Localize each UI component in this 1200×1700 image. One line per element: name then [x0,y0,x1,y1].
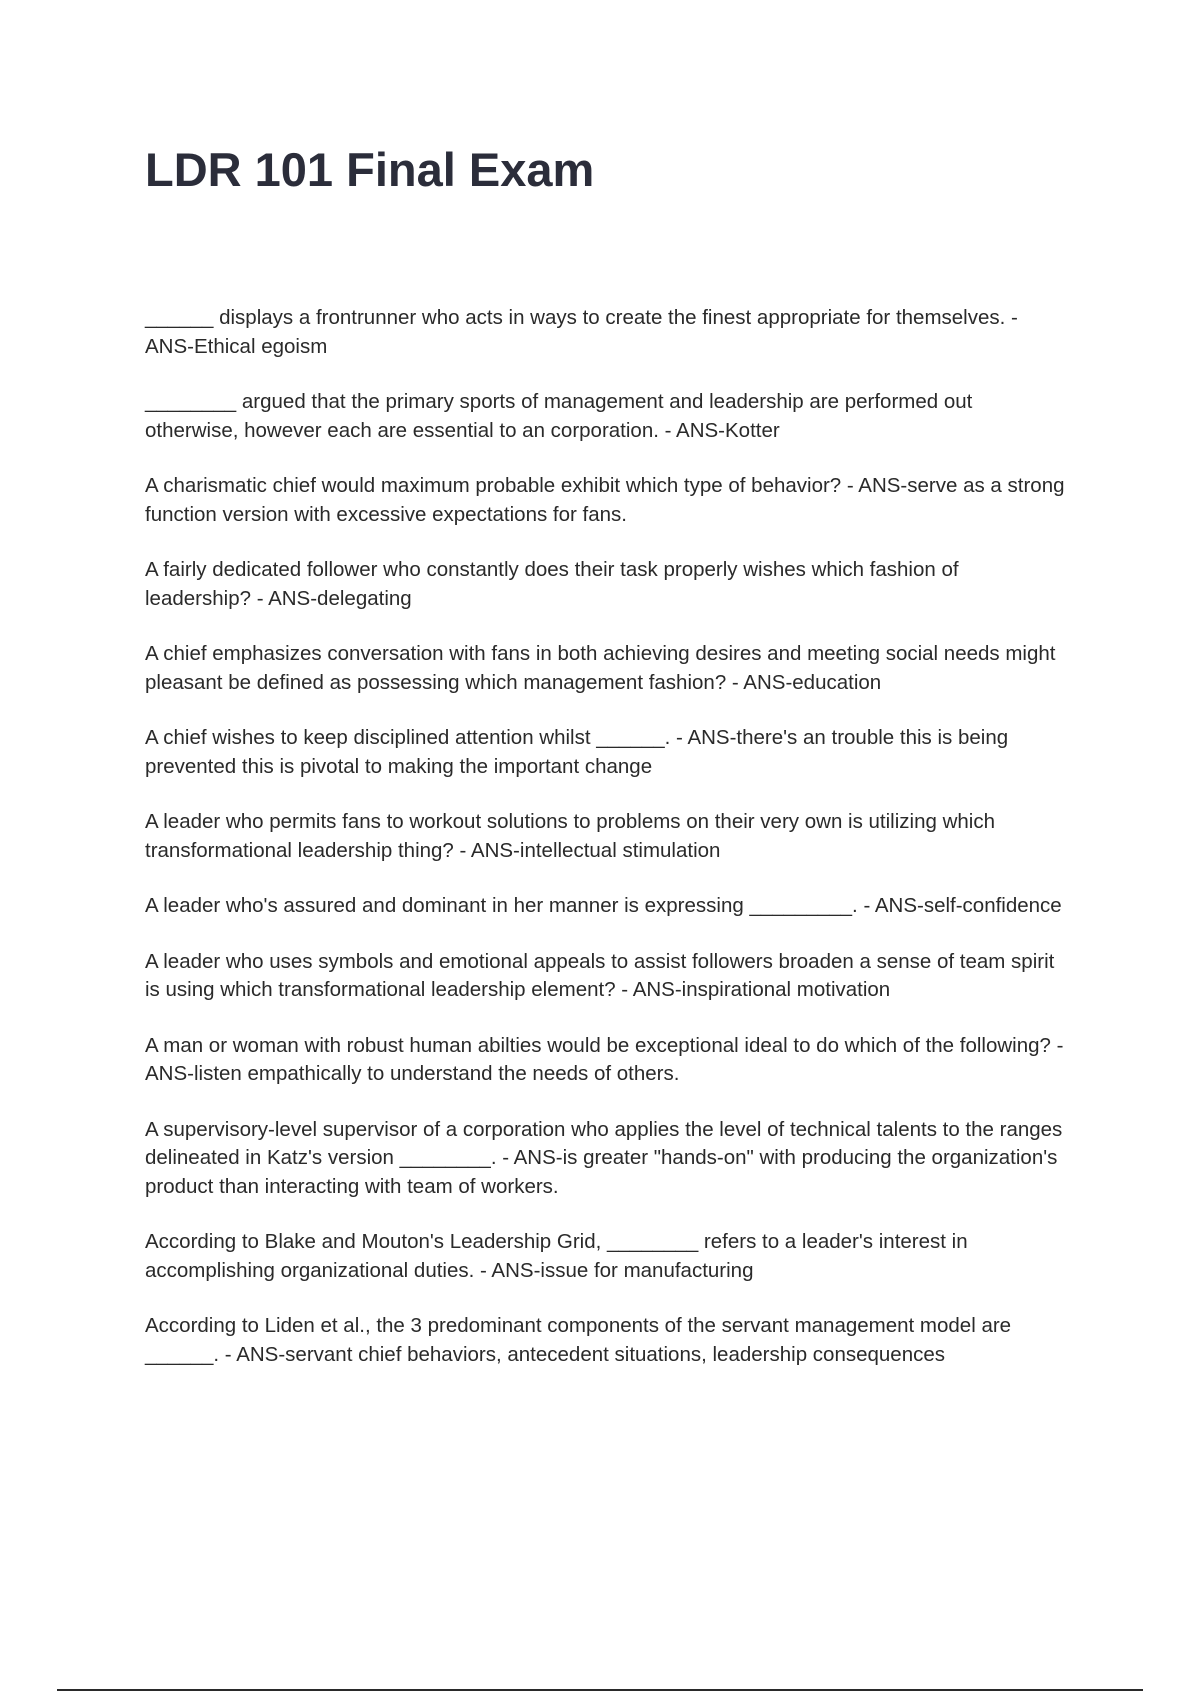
question-item: A charismatic chief would maximum probable exhibit which type of behavior? - ANS-serve as a strong function version with excessive expectations for fans. [145,474,1065,526]
question-item: According to Blake and Mouton's Leadership Grid, ________ refers to a leader's interest in accomplishing organizational duties. - ANS-issue for manufacturing [145,1230,968,1282]
question-item: A fairly dedicated follower who constantly does their task properly wishes which fashion of leadership? - ANS-delegating [145,558,959,610]
question-item: A leader who permits fans to workout solutions to problems on their very own is utilizing which transformational leadership thing? - ANS-intellectual stimulation [145,810,996,862]
question-item: ________ argued that the primary sports of management and leadership are performed out otherwise, however each are essential to an corporation. - ANS-Kotter [145,390,973,442]
question-item: A chief wishes to keep disciplined attention whilst ______. - ANS-there's an trouble this is being prevented this is pivotal to making the important change [145,726,1009,778]
question-item: A leader who's assured and dominant in her manner is expressing _________. - ANS-self-confidence [145,894,1062,917]
question-item: A man or woman with robust human abilties would be exceptional ideal to do which of the following? - ANS-listen empathically to understand the needs of others. [145,1033,1064,1085]
page-title: LDR 101 Final Exam [145,143,595,196]
footer-divider [57,1689,1143,1691]
question-item: ______ displays a frontrunner who acts in ways to create the finest appropriate for themselves. - ANS-Ethical egoism [145,306,1018,358]
question-item: A supervisory-level supervisor of a corporation who applies the level of technical talents to the ranges delineated in Katz's version ________. - ANS-is greater "hands-on" with producing the organization's product than interacting with team of workers. [145,1117,1063,1198]
question-item: According to Liden et al., the 3 predominant components of the servant management model are ______. - ANS-servant chief behaviors, antecedent situations, leadership consequences [145,1314,1012,1366]
question-item: A leader who uses symbols and emotional appeals to assist followers broaden a sense of team spirit is using which transformational leadership element? - ANS-inspirational motivation [145,949,1055,1001]
question-item: A chief emphasizes conversation with fans in both achieving desires and meeting social needs might pleasant be defined as possessing which management fashion? - ANS-education [145,642,1056,694]
question-list [145,304,1065,1396]
